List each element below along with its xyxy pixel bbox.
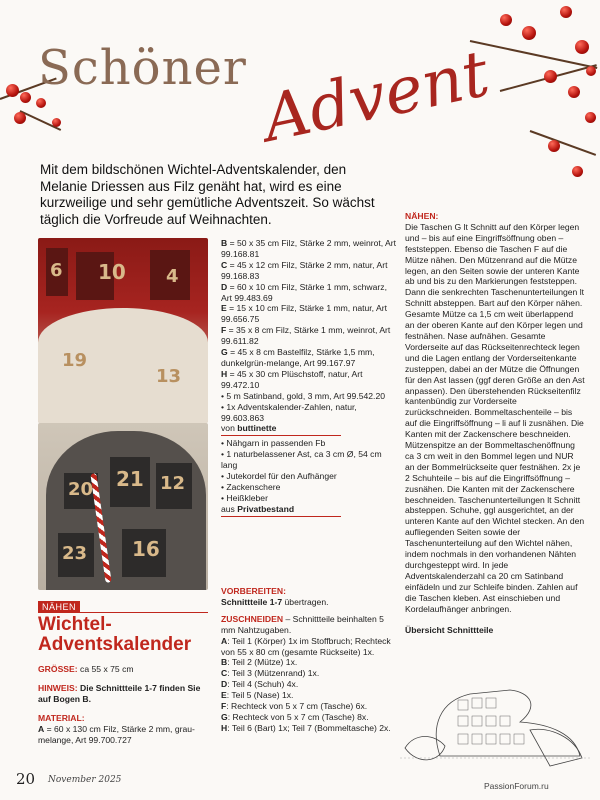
material-item: D = 60 x 10 cm Filz, Stärke 1 mm, schwarz, Art 99.483.69 <box>221 281 387 303</box>
cut-line: C: Teil 3 (Mützenrand) 1x. <box>221 668 320 679</box>
photo-number: 6 <box>50 260 63 281</box>
photo-number: 4 <box>166 266 179 287</box>
photo-number: 12 <box>160 473 186 494</box>
photo-number: 10 <box>98 260 126 284</box>
section-tag: NÄHEN <box>38 601 80 613</box>
size-line: GRÖSSE: ca 55 x 75 cm <box>38 664 134 674</box>
material-heading: MATERIAL: <box>38 712 85 723</box>
sewing-instructions <box>405 211 585 635</box>
photo-number: 20 <box>68 479 94 500</box>
cut-line: B: Teil 2 (Mütze) 1x. <box>221 657 298 668</box>
material-bullet: • Nähgarn in passenden Fb <box>221 438 326 449</box>
photo-number: 19 <box>62 350 88 371</box>
material-a: A = 60 x 130 cm Filz, Stärke 2 mm, grau-melange, Art 99.700.727 <box>38 723 195 745</box>
watermark: PassionForum.ru <box>484 781 549 791</box>
vorbereiten-text: Schnittteile 1-7 übertragen. <box>221 596 329 607</box>
intro-text: Mit dem bildschönen Wichtel-Adventskalender, den Melanie Driessen aus Filz genäht hat, wird es eine kurzweilige und sehr gemütliche Adventszeit. So wächst täglich die Vorfreude auf Weihnachten. <box>40 162 375 227</box>
photo-number: 21 <box>116 467 144 491</box>
naehen-text: Die Taschen G lt Schnitt auf den Körper legen und – bis auf eine Eingriffsöffnung oben – feststeppen. Ebenso die Taschen F auf die Mütze nähen. Den Mützenrand auf die Mütze legen, an den Seiten sowie der unteren Kante ab und bis zu den Markierungen feststeppen. Dann die senkrechten Taschenunterteilungen lt Schnitt absteppen. Bart auf den Körper nähen. Gesamte Mütze ca 1,5 cm weit überlappend an der oberen Kante auf den Körper legen und festnähen. Nase aufnähen. Gesamte Vorderseite auf das Rückseitenrechteck legen und die Lagen entlang der Vorderseitenkante zusteppen, dabei an der Mütze die Öffnungen für den Ast lassen (ggf deren Größe an den Ast anpassen). Den überstehenden Rückseitenfilz kantenbündig zur Vorderseite zurückschneiden. Bommeltaschenteile – bis auf die Eingriffsöffnung – li auf li zusnähen. Die Kanten mit der Zackenschere beschneiden. Mützenspitze an der Bommeltaschenöffnung ca 3 cm weit in den Bommel legen und NUR an der Bommelrückseite quer festnähen. 2x je 2 Schuhteile – bis auf die Eingriffsöffnung – zusnähen. Die Kanten mit der Zackenschere beschneiden. Taschenunterteilungen lt Schnitt absteppen. Schuhe, ggl ausgerichtet, an der unteren Kante auf den Wichtel stecken. An den aufliegenden Seiten sowie der Taschenunterteilung auf den Wichtel nähen, indem nochmals in den vorhandenen Nähten durchgesteppt wird. In jede Adventskalenderzahl ca 20 cm Satinband einfädeln und zur Schleife binden. Zahlen auf die Taschen kleben. Ast einschieben und Kordelaufhänger anbringen. <box>405 221 585 614</box>
material-item: E = 15 x 10 cm Filz, Stärke 1 mm, natur, Art 99.656.75 <box>221 303 387 325</box>
material-item: C = 45 x 12 cm Filz, Stärke 2 mm, natur, Art 99.168.83 <box>221 259 388 281</box>
material-bullet: • 5 m Satinband, gold, 3 mm, Art 99.542.20 <box>221 390 385 401</box>
material-bullet: • Zackenschere <box>221 481 281 492</box>
issue-date: November 2025 <box>48 775 122 785</box>
material-bullet: • Jutekordel für den Aufhänger <box>221 471 337 482</box>
cut-line: G: Rechteck von 5 x 7 cm (Tasche) 8x. <box>221 711 369 722</box>
page-number: 20 <box>16 770 36 788</box>
material-bullet: • 1 naturbelassener Ast, ca 3 cm Ø, 54 cm lang <box>221 449 382 471</box>
title-word-1: Schöner <box>38 40 247 96</box>
material-item: H = 45 x 30 cm Plüschstoff, natur, Art 99.472.10 <box>221 368 363 390</box>
material-item: F = 35 x 8 cm Filz, Stärke 1 mm, weinrot, Art 99.611.82 <box>221 325 391 347</box>
pattern-overview-heading: Übersicht Schnittteile <box>405 624 494 635</box>
naehen-heading: NÄHEN: <box>405 211 439 221</box>
cut-line: E: Teil 5 (Nase) 1x. <box>221 690 294 701</box>
cut-line: A: Teil 1 (Körper) 1x im Stoffbruch; Rechteck von 55 x 80 cm (gesamte Rückseite) 1x. <box>221 635 391 657</box>
material-item: B = 50 x 35 cm Filz, Stärke 2 mm, weinrot, Art 99.168.81 <box>221 238 397 259</box>
photo-bottom <box>38 423 208 590</box>
material-bullet: • Heißkleber <box>221 492 268 503</box>
pattern-overview-diagram <box>400 686 590 772</box>
project-details <box>38 664 213 745</box>
photo-number: 13 <box>156 366 182 387</box>
photo-number: 23 <box>62 543 88 564</box>
photo-number: 16 <box>132 537 160 561</box>
material-bullet: • 1x Adventskalender-Zahlen, natur, 99.603.863 <box>221 401 357 423</box>
hint-line: HINWEIS: Die Schnittteile 1-7 finden Sie auf Bogen B. <box>38 682 201 704</box>
source-line: aus Privatbestand <box>221 503 295 514</box>
title-word-2: Advent <box>256 37 496 157</box>
cut-line: D: Teil 4 (Schuh) 4x. <box>221 679 299 690</box>
vorbereiten-heading: VORBEREITEN: <box>221 586 286 596</box>
source-line: von buttinette <box>221 423 277 434</box>
project-title: Wichtel-Adventskalender <box>38 614 192 655</box>
photo-top <box>38 238 208 423</box>
cut-line: F: Rechteck von 5 x 7 cm (Tasche) 6x. <box>221 701 368 712</box>
cut-line: H: Teil 6 (Bart) 1x; Teil 7 (Bommeltasche) 2x. <box>221 722 391 733</box>
material-item: G = 45 x 8 cm Bastelfilz, Stärke 1,5 mm, dunkelgrün-melange, Art 99.167.97 <box>221 347 375 368</box>
zuschneiden-intro: ZUSCHNEIDEN – Schnittteile beinhalten 5 mm Nahtzugaben. <box>221 613 384 635</box>
materials-list <box>221 238 399 519</box>
cutting-section <box>221 586 399 734</box>
